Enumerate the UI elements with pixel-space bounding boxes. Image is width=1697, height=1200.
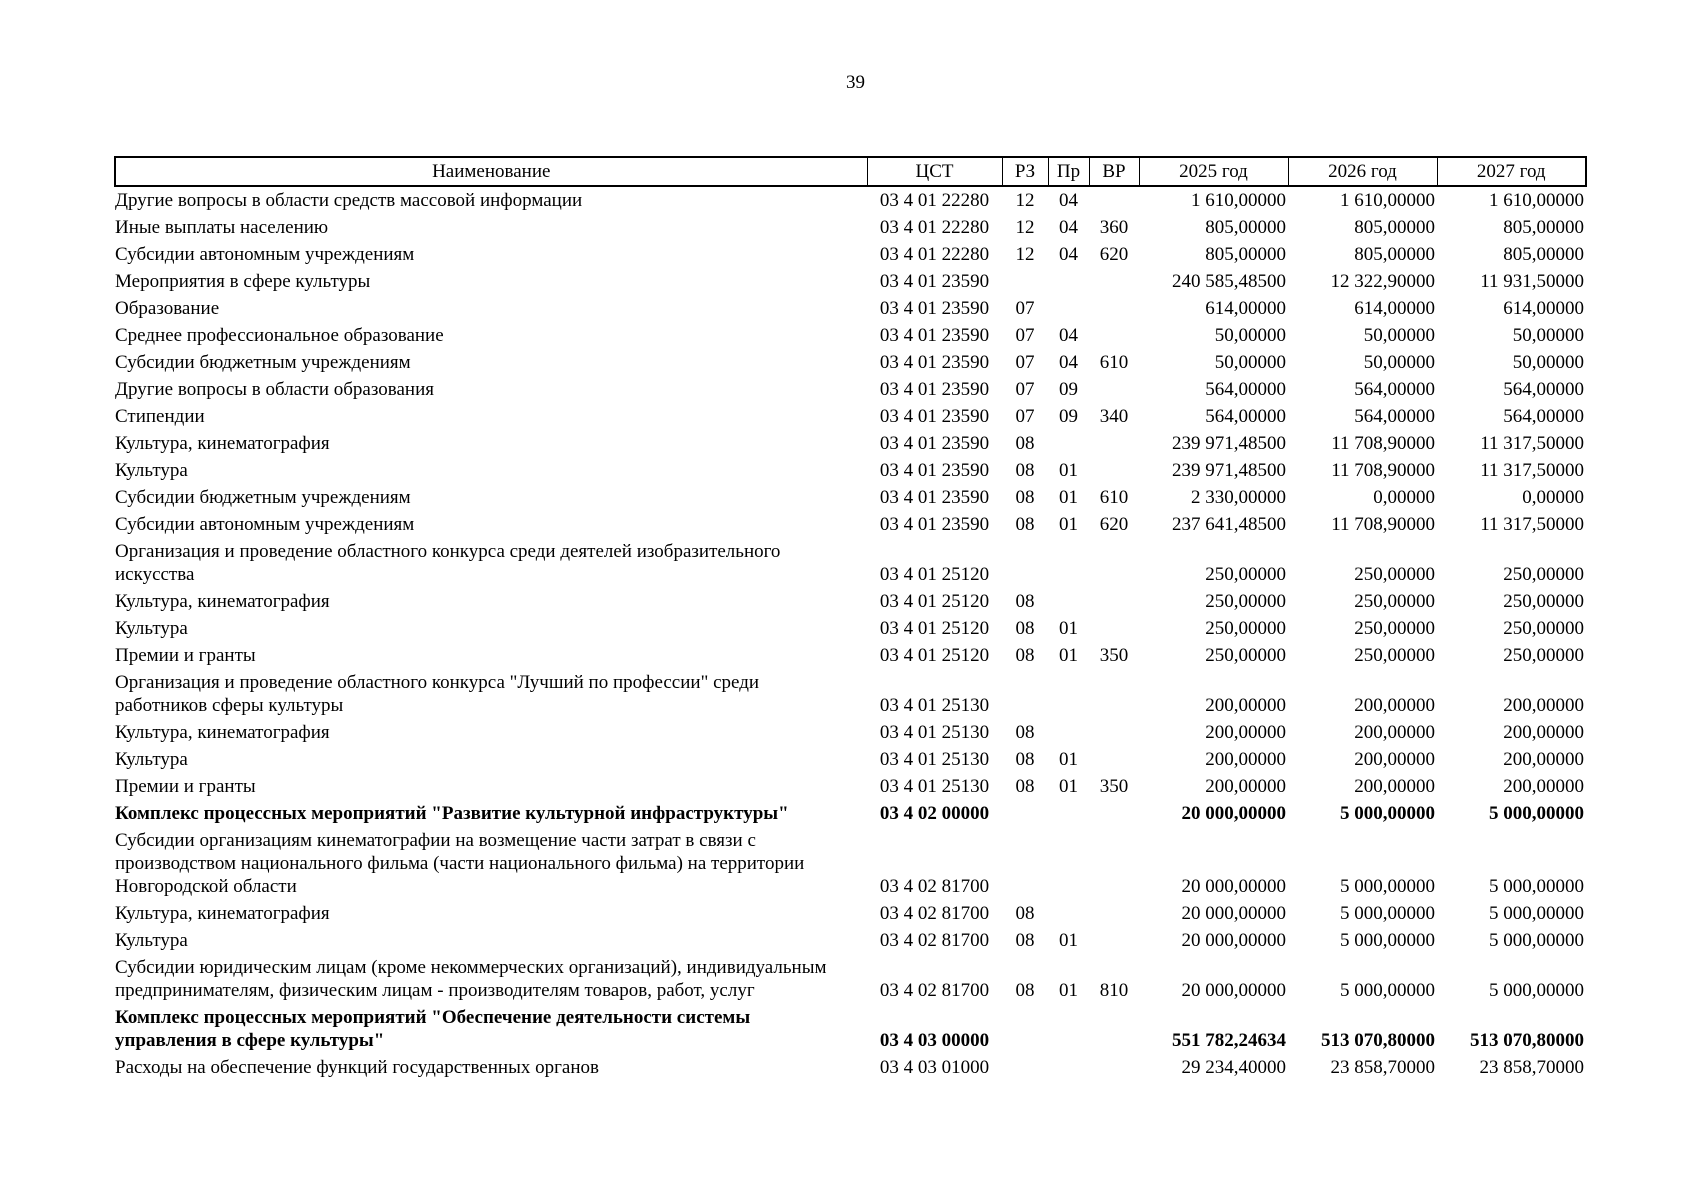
table-row (115, 403, 1586, 430)
cell-name: Иные выплаты населению (115, 217, 329, 238)
cell-cst: 03 4 01 23590 (879, 325, 990, 346)
cell-y2027: 564,00000 (1503, 379, 1584, 400)
cell-y2025: 20 000,00000 (1181, 930, 1286, 951)
cell-y2025: 240 585,48500 (1172, 271, 1286, 292)
cell-y2025: 614,00000 (1205, 298, 1286, 319)
cell-vr (1089, 1054, 1139, 1081)
cell-pr: 01 (1059, 930, 1078, 951)
cell-rz: 08 (1015, 460, 1035, 481)
header-2025: 2025 год (1139, 157, 1288, 186)
cell-rz: 08 (1015, 722, 1035, 743)
cell-rz: 08 (1015, 514, 1035, 535)
cell-vr (1089, 457, 1139, 484)
cell-pr: 01 (1059, 618, 1078, 639)
cell-pr (1048, 588, 1089, 615)
cell-rz: 07 (1015, 325, 1035, 346)
table-row (115, 241, 1586, 268)
header-2026: 2026 год (1288, 157, 1437, 186)
table-row (115, 430, 1586, 457)
cell-y2027: 805,00000 (1503, 217, 1584, 238)
cell-cst: 03 4 02 81700 (879, 903, 990, 924)
cell-rz: 07 (1015, 379, 1035, 400)
cell-name: Премии и гранты (115, 645, 256, 666)
cell-name: Организация и проведение областного конкурса среди деятелей изобразительного искусства (115, 541, 781, 585)
cell-y2027: 250,00000 (1503, 618, 1584, 639)
table-row (115, 349, 1586, 376)
cell-cst: 03 4 01 23590 (879, 487, 990, 508)
cell-vr: 350 (1099, 645, 1129, 666)
cell-y2026: 200,00000 (1354, 695, 1435, 716)
cell-cst: 03 4 02 81700 (879, 876, 990, 897)
cell-y2026: 5 000,00000 (1340, 876, 1435, 897)
cell-y2025: 250,00000 (1205, 618, 1286, 639)
cell-name: Субсидии автономным учреждениям (115, 514, 415, 535)
table-row (115, 927, 1586, 954)
cell-cst: 03 4 01 22280 (879, 190, 990, 211)
cell-cst: 03 4 01 25130 (879, 749, 990, 770)
header-2027: 2027 год (1437, 157, 1586, 186)
cell-y2027: 11 317,50000 (1480, 514, 1584, 535)
cell-y2025: 564,00000 (1205, 406, 1286, 427)
cell-cst: 03 4 01 25120 (879, 564, 990, 585)
cell-y2026: 513 070,80000 (1321, 1030, 1435, 1051)
cell-vr (1089, 900, 1139, 927)
cell-pr: 01 (1059, 514, 1078, 535)
cell-name: Комплекс процессных мероприятий "Развитие культурной инфраструктуры" (115, 803, 789, 824)
cell-vr (1089, 719, 1139, 746)
cell-rz: 08 (1015, 930, 1035, 951)
cell-y2027: 250,00000 (1503, 645, 1584, 666)
cell-y2026: 11 708,90000 (1331, 460, 1435, 481)
cell-name: Комплекс процессных мероприятий "Обеспечение деятельности системы управления в сфере культуры" (115, 1007, 751, 1051)
cell-cst: 03 4 01 25120 (879, 591, 990, 612)
table-row (115, 669, 1586, 719)
cell-y2026: 11 708,90000 (1331, 433, 1435, 454)
cell-y2027: 5 000,00000 (1489, 803, 1584, 824)
table-row (115, 457, 1586, 484)
cell-rz (1002, 1054, 1048, 1081)
cell-name: Среднее профессиональное образование (115, 325, 444, 346)
cell-y2025: 20 000,00000 (1181, 876, 1286, 897)
cell-y2026: 805,00000 (1354, 217, 1435, 238)
cell-vr (1089, 376, 1139, 403)
cell-y2026: 0,00000 (1373, 487, 1435, 508)
cell-y2027: 1 610,00000 (1489, 190, 1584, 211)
cell-cst: 03 4 02 81700 (879, 980, 990, 1001)
cell-y2026: 11 708,90000 (1331, 514, 1435, 535)
cell-pr (1048, 268, 1089, 295)
cell-name: Другие вопросы в области средств массовой информации (115, 190, 583, 211)
cell-name: Мероприятия в сфере культуры (115, 271, 371, 292)
cell-y2026: 564,00000 (1354, 406, 1435, 427)
cell-pr: 09 (1059, 379, 1078, 400)
cell-cst: 03 4 01 23590 (879, 298, 990, 319)
cell-y2026: 250,00000 (1354, 645, 1435, 666)
cell-y2026: 614,00000 (1354, 298, 1435, 319)
cell-cst: 03 4 01 23590 (879, 460, 990, 481)
cell-y2026: 50,00000 (1363, 352, 1435, 373)
cell-y2025: 805,00000 (1205, 217, 1286, 238)
cell-y2026: 200,00000 (1354, 722, 1435, 743)
table-row (115, 268, 1586, 295)
cell-name: Расходы на обеспечение функций государственных органов (115, 1057, 599, 1078)
cell-y2027: 0,00000 (1522, 487, 1584, 508)
cell-y2026: 805,00000 (1354, 244, 1435, 265)
table-row (115, 588, 1586, 615)
cell-vr (1089, 322, 1139, 349)
cell-name: Культура, кинематография (115, 433, 330, 454)
cell-y2026: 200,00000 (1354, 776, 1435, 797)
cell-rz: 07 (1015, 298, 1035, 319)
cell-y2026: 1 610,00000 (1340, 190, 1435, 211)
cell-vr (1089, 746, 1139, 773)
cell-rz (1002, 538, 1048, 588)
cell-pr: 09 (1059, 406, 1078, 427)
cell-name: Субсидии бюджетным учреждениям (115, 487, 411, 508)
cell-y2027: 5 000,00000 (1489, 903, 1584, 924)
cell-cst: 03 4 01 23590 (879, 352, 990, 373)
cell-y2025: 200,00000 (1205, 776, 1286, 797)
cell-cst: 03 4 01 23590 (879, 271, 990, 292)
cell-vr: 360 (1099, 217, 1129, 238)
cell-vr (1089, 800, 1139, 827)
cell-y2025: 20 000,00000 (1181, 803, 1286, 824)
table-row (115, 800, 1586, 827)
cell-y2025: 237 641,48500 (1172, 514, 1286, 535)
cell-y2025: 20 000,00000 (1181, 903, 1286, 924)
cell-rz: 08 (1015, 645, 1035, 666)
page-number: 39 (846, 72, 865, 93)
header-rz: РЗ (1002, 157, 1048, 186)
cell-y2026: 250,00000 (1354, 591, 1435, 612)
cell-rz: 12 (1015, 244, 1035, 265)
cell-rz: 08 (1015, 618, 1035, 639)
cell-rz: 12 (1015, 190, 1035, 211)
cell-y2026: 5 000,00000 (1340, 980, 1435, 1001)
cell-pr (1048, 669, 1089, 719)
cell-name: Премии и гранты (115, 776, 256, 797)
cell-pr (1048, 430, 1089, 457)
cell-cst: 03 4 01 25130 (879, 776, 990, 797)
cell-y2026: 250,00000 (1354, 564, 1435, 585)
cell-y2025: 805,00000 (1205, 244, 1286, 265)
cell-y2027: 513 070,80000 (1470, 1030, 1584, 1051)
cell-y2026: 5 000,00000 (1340, 903, 1435, 924)
cell-name: Организация и проведение областного конкурса "Лучший по профессии" среди работников сферы культуры (115, 672, 760, 716)
cell-y2025: 1 610,00000 (1191, 190, 1286, 211)
cell-rz: 07 (1015, 406, 1035, 427)
cell-pr: 04 (1059, 244, 1078, 265)
cell-y2027: 23 858,70000 (1479, 1057, 1584, 1078)
table-row (115, 214, 1586, 241)
cell-rz: 08 (1015, 749, 1035, 770)
cell-vr (1089, 538, 1139, 588)
cell-rz: 08 (1015, 980, 1035, 1001)
cell-y2027: 250,00000 (1503, 591, 1584, 612)
cell-vr: 340 (1099, 406, 1129, 427)
table-row (115, 900, 1586, 927)
cell-pr (1048, 800, 1089, 827)
cell-pr (1048, 295, 1089, 322)
table-row (115, 827, 1586, 900)
cell-name: Другие вопросы в области образования (115, 379, 434, 400)
cell-pr (1048, 719, 1089, 746)
cell-cst: 03 4 01 25120 (879, 645, 990, 666)
cell-y2025: 551 782,24634 (1172, 1030, 1286, 1051)
table-row (115, 642, 1586, 669)
table-row (115, 511, 1586, 538)
cell-y2025: 50,00000 (1214, 325, 1286, 346)
table-row (115, 615, 1586, 642)
cell-cst: 03 4 01 22280 (879, 217, 990, 238)
cell-pr (1048, 538, 1089, 588)
cell-vr (1089, 927, 1139, 954)
table-row (115, 719, 1586, 746)
cell-y2027: 805,00000 (1503, 244, 1584, 265)
cell-rz: 08 (1015, 591, 1035, 612)
cell-cst: 03 4 01 23590 (879, 379, 990, 400)
cell-y2025: 50,00000 (1214, 352, 1286, 373)
cell-y2025: 200,00000 (1205, 722, 1286, 743)
cell-vr: 610 (1099, 487, 1129, 508)
cell-y2027: 250,00000 (1503, 564, 1584, 585)
table-row (115, 1054, 1586, 1081)
cell-y2025: 200,00000 (1205, 695, 1286, 716)
cell-y2027: 50,00000 (1512, 352, 1584, 373)
table-body (115, 186, 1586, 1081)
cell-rz: 07 (1015, 352, 1035, 373)
cell-name: Субсидии юридическим лицам (кроме некоммерческих организаций), индивидуальным предпринимателям, физическим лицам - производителям товаров, работ, услуг (115, 957, 827, 1001)
cell-pr: 01 (1059, 749, 1078, 770)
cell-cst: 03 4 03 01000 (879, 1057, 990, 1078)
cell-y2026: 5 000,00000 (1340, 930, 1435, 951)
cell-rz (1002, 669, 1048, 719)
cell-y2026: 564,00000 (1354, 379, 1435, 400)
cell-cst: 03 4 02 00000 (879, 803, 990, 824)
cell-name: Субсидии бюджетным учреждениям (115, 352, 411, 373)
table-row (115, 746, 1586, 773)
cell-y2025: 239 971,48500 (1172, 433, 1286, 454)
table-row (115, 322, 1586, 349)
cell-y2025: 29 234,40000 (1181, 1057, 1286, 1078)
cell-cst: 03 4 02 81700 (879, 930, 990, 951)
cell-vr: 620 (1099, 244, 1129, 265)
cell-rz: 08 (1015, 903, 1035, 924)
cell-pr (1048, 900, 1089, 927)
cell-y2027: 614,00000 (1503, 298, 1584, 319)
cell-y2025: 250,00000 (1205, 564, 1286, 585)
cell-rz: 12 (1015, 217, 1035, 238)
table-row (115, 773, 1586, 800)
cell-y2025: 564,00000 (1205, 379, 1286, 400)
cell-y2026: 12 322,90000 (1330, 271, 1435, 292)
cell-name: Культура, кинематография (115, 903, 330, 924)
cell-y2025: 250,00000 (1205, 591, 1286, 612)
cell-y2026: 250,00000 (1354, 618, 1435, 639)
cell-vr: 810 (1099, 980, 1129, 1001)
cell-name: Культура (115, 460, 188, 481)
cell-y2027: 5 000,00000 (1489, 930, 1584, 951)
table-row (115, 1004, 1586, 1054)
cell-rz: 08 (1015, 433, 1035, 454)
budget-table (114, 156, 1587, 1081)
cell-pr: 04 (1059, 190, 1078, 211)
cell-rz (1002, 827, 1048, 900)
cell-y2025: 2 330,00000 (1191, 487, 1286, 508)
cell-rz (1002, 268, 1048, 295)
cell-vr (1089, 430, 1139, 457)
cell-vr (1089, 186, 1139, 214)
header-cst: ЦСТ (867, 157, 1002, 186)
cell-y2027: 50,00000 (1512, 325, 1584, 346)
cell-pr: 01 (1059, 487, 1078, 508)
cell-y2027: 200,00000 (1503, 776, 1584, 797)
cell-vr: 350 (1099, 776, 1129, 797)
table-row (115, 484, 1586, 511)
cell-y2025: 20 000,00000 (1181, 980, 1286, 1001)
cell-rz: 08 (1015, 487, 1035, 508)
table-row (115, 538, 1586, 588)
cell-name: Культура (115, 749, 188, 770)
cell-y2027: 11 931,50000 (1480, 271, 1584, 292)
cell-rz (1002, 800, 1048, 827)
cell-vr (1089, 588, 1139, 615)
cell-pr (1048, 1004, 1089, 1054)
cell-y2026: 200,00000 (1354, 749, 1435, 770)
cell-y2026: 5 000,00000 (1340, 803, 1435, 824)
cell-name: Культура, кинематография (115, 722, 330, 743)
table-row (115, 954, 1586, 1004)
header-vr: ВР (1089, 157, 1139, 186)
cell-y2027: 200,00000 (1503, 749, 1584, 770)
cell-rz: 08 (1015, 776, 1035, 797)
cell-vr (1089, 1004, 1139, 1054)
cell-vr (1089, 268, 1139, 295)
cell-y2027: 11 317,50000 (1480, 433, 1584, 454)
cell-y2025: 200,00000 (1205, 749, 1286, 770)
cell-vr: 620 (1099, 514, 1129, 535)
cell-name: Субсидии автономным учреждениям (115, 244, 415, 265)
cell-pr: 01 (1059, 776, 1078, 797)
cell-name: Стипендии (115, 406, 205, 427)
cell-name: Образование (115, 298, 220, 319)
cell-pr: 04 (1059, 217, 1078, 238)
header-name: Наименование (115, 157, 867, 186)
cell-cst: 03 4 01 22280 (879, 244, 990, 265)
cell-rz (1002, 1004, 1048, 1054)
cell-cst: 03 4 01 25120 (879, 618, 990, 639)
cell-y2027: 564,00000 (1503, 406, 1584, 427)
cell-y2027: 5 000,00000 (1489, 980, 1584, 1001)
cell-name: Культура, кинематография (115, 591, 330, 612)
cell-cst: 03 4 01 23590 (879, 514, 990, 535)
cell-cst: 03 4 01 25130 (879, 722, 990, 743)
cell-pr: 04 (1059, 325, 1078, 346)
table-header-row (115, 157, 1586, 186)
cell-y2025: 239 971,48500 (1172, 460, 1286, 481)
cell-y2027: 200,00000 (1503, 695, 1584, 716)
cell-y2025: 250,00000 (1205, 645, 1286, 666)
cell-pr: 01 (1059, 980, 1078, 1001)
cell-name: Культура (115, 930, 188, 951)
cell-vr: 610 (1099, 352, 1129, 373)
table-row (115, 295, 1586, 322)
cell-pr (1048, 1054, 1089, 1081)
cell-y2026: 23 858,70000 (1330, 1057, 1435, 1078)
cell-vr (1089, 669, 1139, 719)
cell-vr (1089, 615, 1139, 642)
cell-pr: 01 (1059, 645, 1078, 666)
table-row (115, 376, 1586, 403)
table-row (115, 186, 1586, 214)
cell-vr (1089, 295, 1139, 322)
cell-name: Субсидии организациям кинематографии на возмещение части затрат в связи с производством национального фильма (части национального фильма) на территории Новгородской области (115, 830, 805, 897)
cell-y2027: 5 000,00000 (1489, 876, 1584, 897)
cell-cst: 03 4 01 23590 (879, 406, 990, 427)
cell-cst: 03 4 01 25130 (879, 695, 990, 716)
cell-cst: 03 4 03 00000 (879, 1030, 990, 1051)
cell-cst: 03 4 01 23590 (879, 433, 990, 454)
header-pr: Пр (1048, 157, 1089, 186)
cell-pr: 04 (1059, 352, 1078, 373)
cell-y2027: 200,00000 (1503, 722, 1584, 743)
cell-name: Культура (115, 618, 188, 639)
cell-vr (1089, 827, 1139, 900)
cell-y2026: 50,00000 (1363, 325, 1435, 346)
cell-y2027: 11 317,50000 (1480, 460, 1584, 481)
cell-pr (1048, 827, 1089, 900)
cell-pr: 01 (1059, 460, 1078, 481)
